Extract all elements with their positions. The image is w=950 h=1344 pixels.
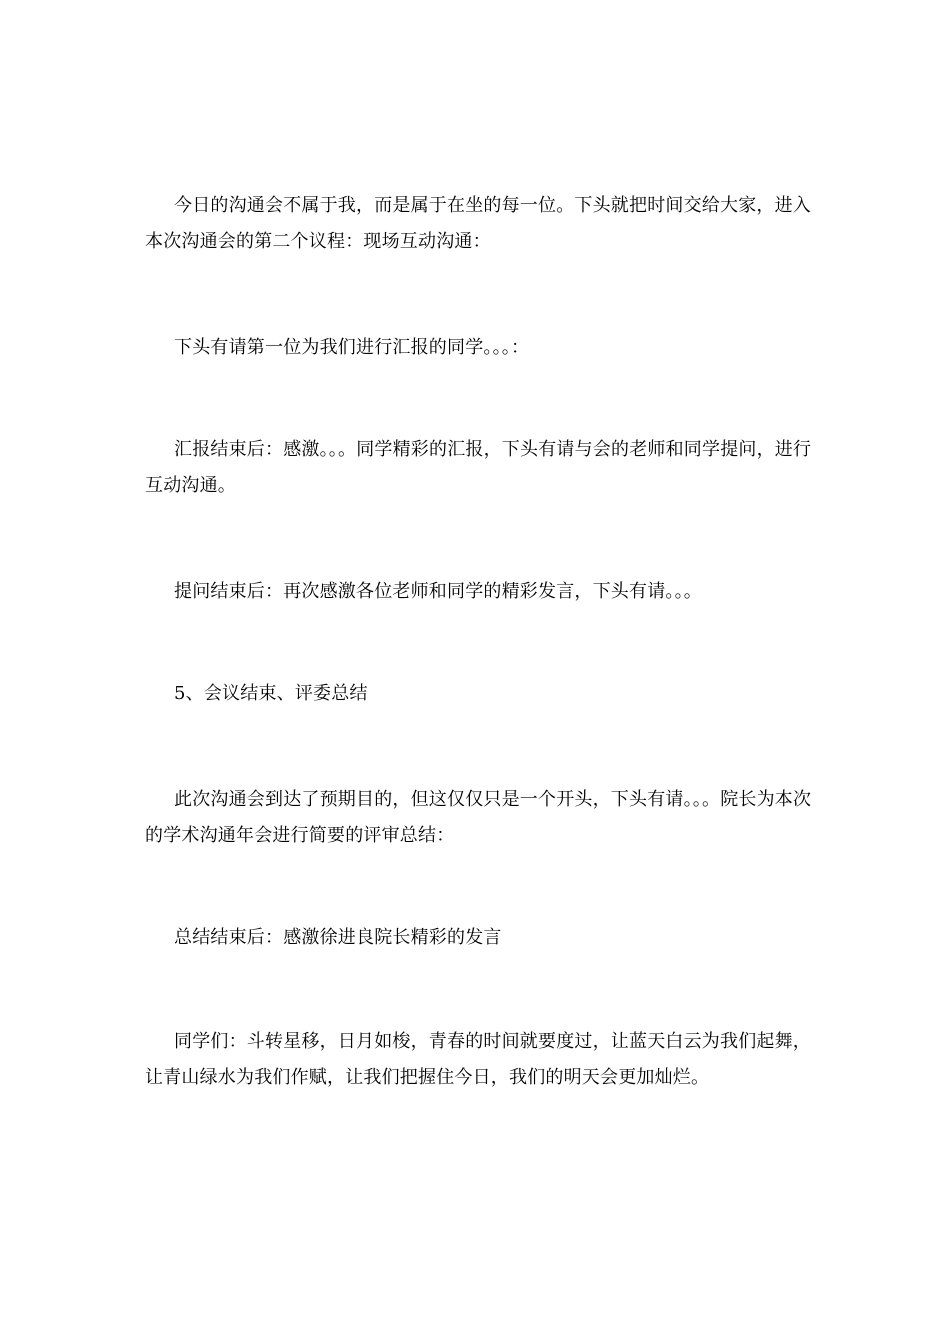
paragraph-after-report: 汇报结束后：感激。。。同学精彩的汇报，下头有请与会的老师和同学提问，进行互动沟通。 bbox=[145, 439, 812, 496]
paragraph-opening-remarks: 今日的沟通会不属于我，而是属于在坐的每一位。下头就把时间交给大家，进入本次沟通会的第二个议程：现场互动沟通： bbox=[145, 195, 811, 252]
paragraph-after-summary: 总结结束后：感激徐进良院长精彩的发言 bbox=[174, 927, 502, 948]
section-heading-meeting-end: 5、会议结束、评委总结 bbox=[174, 683, 368, 704]
paragraph-closing: 同学们：斗转星移，日月如梭，青春的时间就要度过，让蓝天白云为我们起舞，让青山绿水为我们作赋，让我们把握住今日，我们的明天会更加灿烂。 bbox=[145, 1031, 811, 1088]
paragraph-first-presenter: 下头有请第一位为我们进行汇报的同学。。。： bbox=[174, 337, 530, 358]
paragraph-after-questions: 提问结束后：再次感激各位老师和同学的精彩发言，下头有请。。。 bbox=[174, 581, 702, 602]
paragraph-dean-summary: 此次沟通会到达了预期目的，但这仅仅只是一个开头，下头有请。。。院长为本次的学术沟通年会进行简要的评审总结： bbox=[145, 789, 812, 846]
